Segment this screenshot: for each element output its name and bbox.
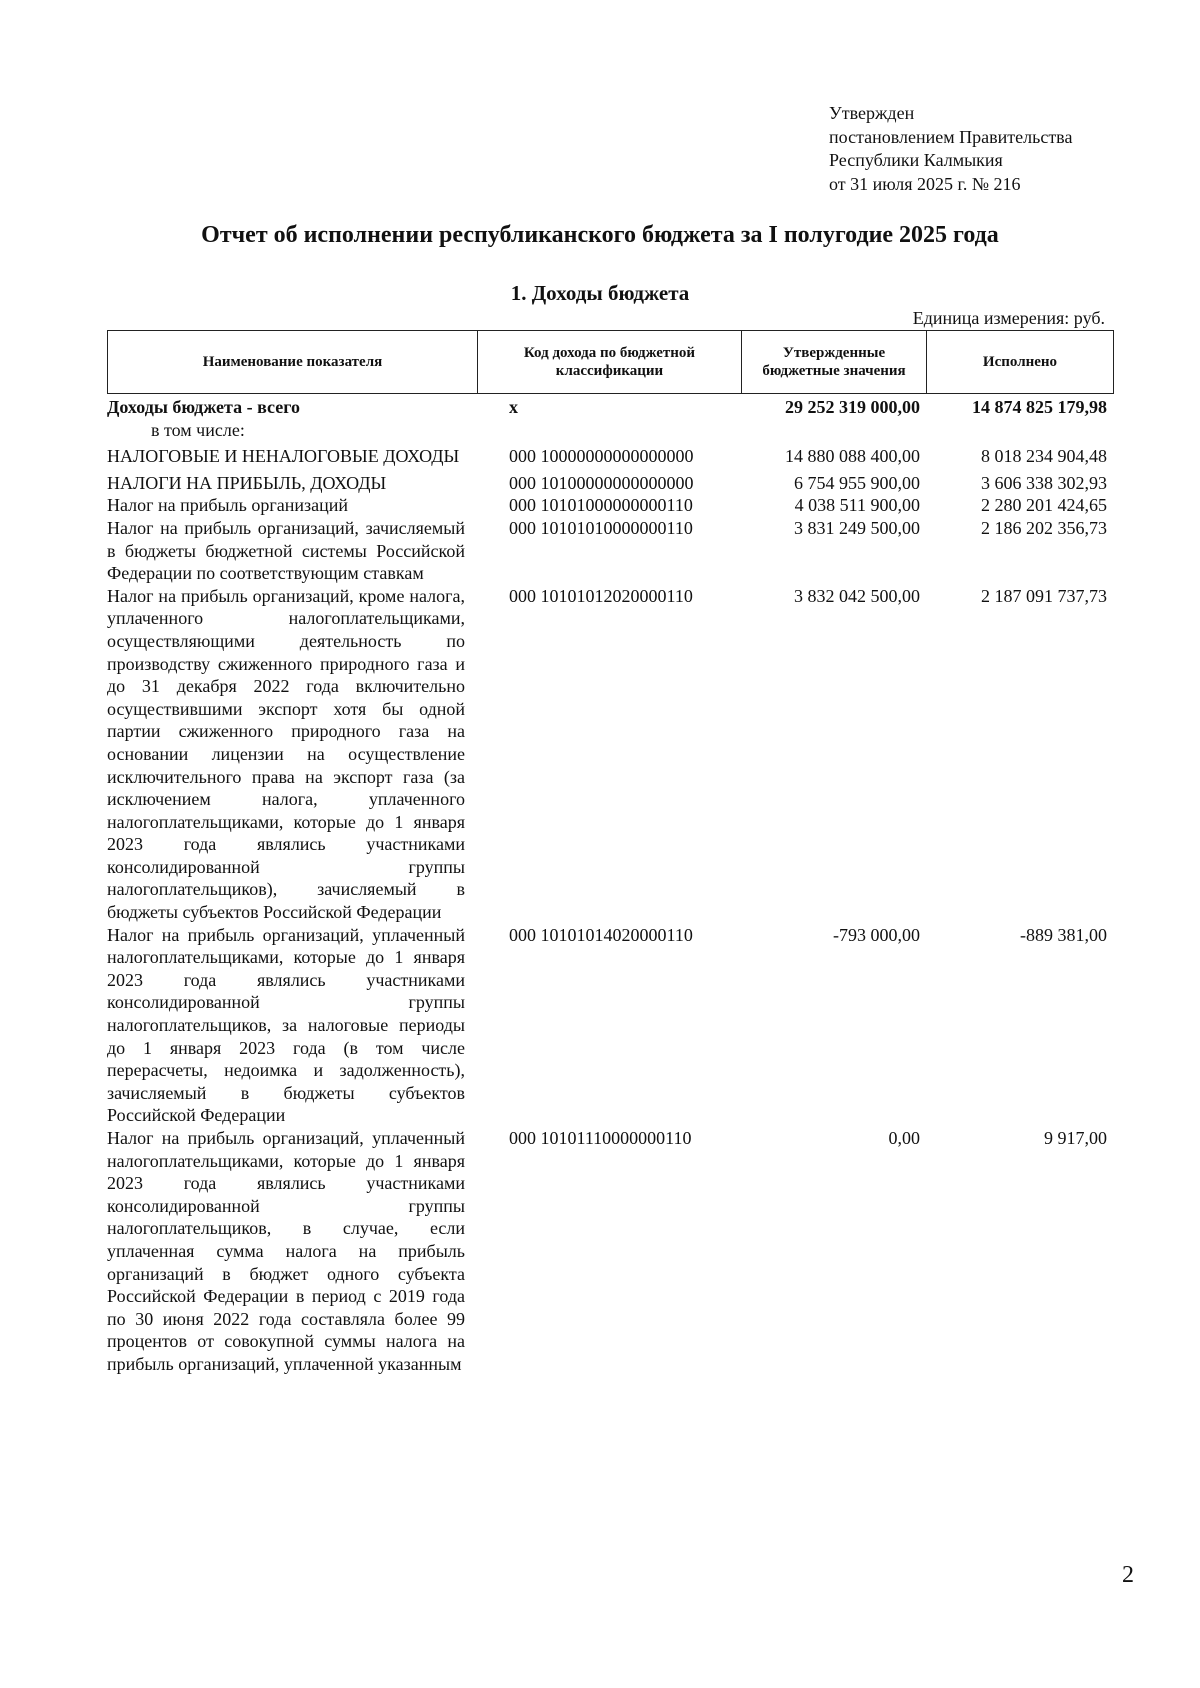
row-approved: 29 252 319 000,00 bbox=[785, 397, 920, 417]
row-name: в том числе: bbox=[151, 419, 245, 440]
table-row bbox=[107, 585, 1113, 924]
row-approved: 0,00 bbox=[888, 1128, 920, 1148]
table-row bbox=[107, 396, 1113, 419]
row-approved: 4 038 511 900,00 bbox=[794, 495, 920, 516]
table-row bbox=[107, 419, 1113, 442]
row-executed: 2 280 201 424,65 bbox=[981, 495, 1107, 516]
row-code: 000 10000000000000000 bbox=[509, 446, 694, 467]
row-name: НАЛОГИ НА ПРИБЫЛЬ, ДОХОДЫ bbox=[107, 472, 387, 493]
unit-label: Единица измерения: руб. bbox=[912, 308, 1105, 328]
header-executed: Исполнено bbox=[927, 331, 1114, 394]
table-row bbox=[107, 924, 1113, 1127]
section-title: 1. Доходы бюджета bbox=[510, 281, 690, 305]
row-name: Налог на прибыль организаций, зачисляемый в бюджеты бюджетной системы Российской Федерации по соответствующим ставкам bbox=[107, 517, 465, 584]
approval-line: постановлением Правительства bbox=[829, 126, 1073, 147]
row-approved bbox=[741, 419, 926, 442]
row-code: 000 10101010000000110 bbox=[509, 517, 693, 538]
approval-line: от 31 июля 2025 г. № 216 bbox=[829, 173, 1021, 194]
table-row bbox=[107, 441, 1113, 472]
row-executed: 14 874 825 179,98 bbox=[972, 397, 1107, 417]
row-executed: 9 917,00 bbox=[1044, 1128, 1107, 1148]
row-code: 000 10101000000000110 bbox=[509, 495, 693, 516]
row-name: НАЛОГОВЫЕ И НЕНАЛОГОВЫЕ ДОХОДЫ bbox=[107, 446, 460, 467]
row-name: Налог на прибыль организаций, уплаченный налогоплательщиками, которые до 1 января 2023 года являлись участниками консолидированной группы налогоплательщиков, в случае, если уплаченная сумма налога на прибыль организаций в бюджет одного субъекта Российской Федерации в период с 2019 года по 30 июня 2022 года составляла более 99 процентов от совокупной суммы налога на прибыль организаций, уплаченной указанным bbox=[107, 1128, 465, 1374]
row-approved: 6 754 955 900,00 bbox=[794, 472, 920, 493]
row-name: Налог на прибыль организаций, уплаченный налогоплательщиками, которые до 1 января 2023 года являлись участниками консолидированной группы налогоплательщиков, за налоговые периоды до 1 января 2023 года (в том числе перерасчеты, недоимка и задолженность), зачисляемый в бюджеты субъектов Российской Федерации bbox=[107, 924, 465, 1126]
row-name: Налог на прибыль организаций, кроме налога, уплаченного налогоплательщиками, осуществляющими деятельность по производству сжиженного природного газа и до 31 декабря 2022 года включительно осуществившими экспорт хотя бы одной партии сжиженного природного газа на основании лицензии на осуществление исключительного права на экспорт газа (за исключением налога, уплаченного налогоплательщиками, которые до 1 января 2023 года являлись участниками консолидированной группы налогоплательщиков), зачисляемый в бюджеты субъектов Российской Федерации bbox=[107, 585, 465, 923]
income-table bbox=[107, 396, 1113, 1376]
table-row bbox=[107, 517, 1113, 585]
row-approved: 3 832 042 500,00 bbox=[794, 585, 920, 606]
row-code: 000 10101012020000110 bbox=[509, 585, 693, 606]
row-code bbox=[477, 419, 741, 442]
header-approved: Утвержденные бюджетные значения bbox=[742, 331, 927, 394]
row-executed: 2 186 202 356,73 bbox=[981, 517, 1107, 538]
row-executed: 2 187 091 737,73 bbox=[981, 585, 1107, 606]
table-row bbox=[107, 1127, 1113, 1376]
approval-line: Утвержден bbox=[829, 103, 915, 123]
row-executed bbox=[926, 419, 1113, 442]
row-code: x bbox=[509, 397, 518, 417]
row-executed: 8 018 234 904,48 bbox=[981, 446, 1107, 467]
row-executed: 3 606 338 302,93 bbox=[981, 472, 1107, 493]
row-executed: -889 381,00 bbox=[1020, 924, 1107, 945]
row-name: Налог на прибыль организаций bbox=[107, 495, 348, 516]
approval-stamp bbox=[829, 102, 1072, 196]
table-row bbox=[107, 472, 1113, 495]
page-number: 2 bbox=[1122, 1562, 1134, 1588]
row-code: 000 10100000000000000 bbox=[509, 472, 694, 493]
table-row bbox=[107, 494, 1113, 517]
document-title: Отчет об исполнении республиканского бюджета за I полугодие 2025 года bbox=[201, 222, 999, 248]
header-name: Наименование показателя bbox=[108, 331, 478, 394]
row-name: Доходы бюджета - всего bbox=[107, 397, 300, 417]
row-code: 000 10101014020000110 bbox=[509, 924, 693, 945]
row-approved: 14 880 088 400,00 bbox=[785, 446, 920, 467]
header-code: Код дохода по бюджетной классификации bbox=[478, 331, 742, 394]
approval-line: Республики Калмыкия bbox=[829, 150, 1003, 170]
table-header bbox=[107, 330, 1114, 394]
row-code: 000 10101110000000110 bbox=[509, 1128, 692, 1148]
row-approved: 3 831 249 500,00 bbox=[794, 517, 920, 538]
row-approved: -793 000,00 bbox=[833, 924, 920, 945]
